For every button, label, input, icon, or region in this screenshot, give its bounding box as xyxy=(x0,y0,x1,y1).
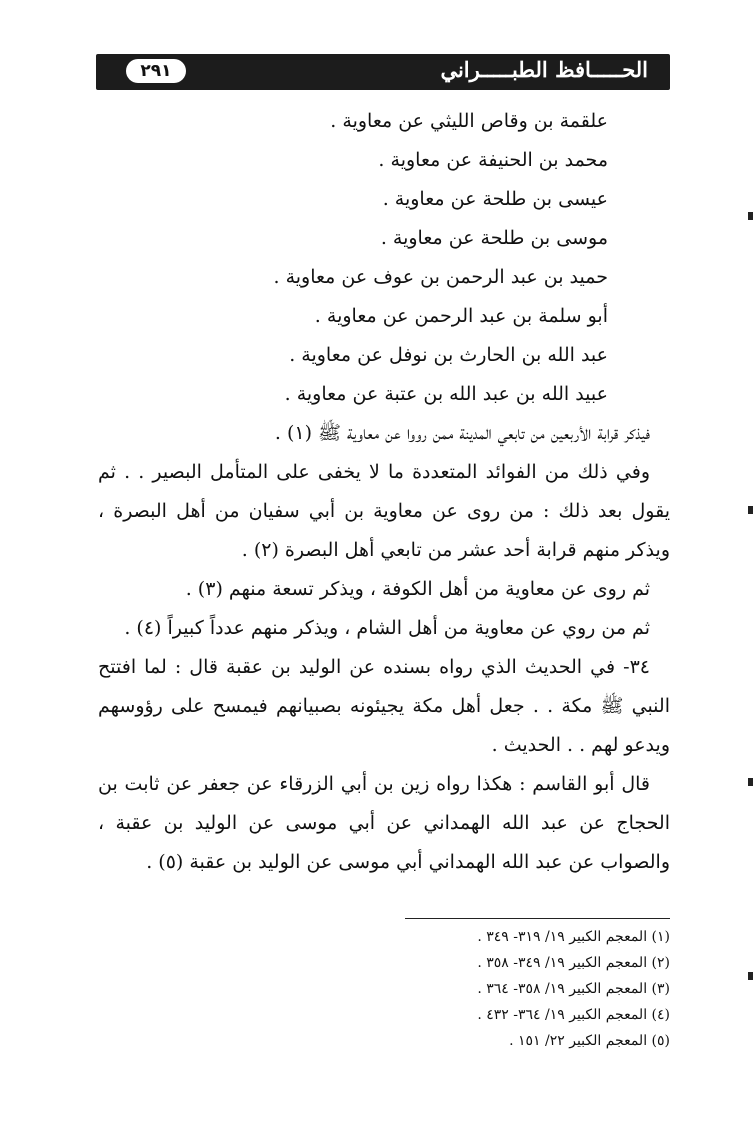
page-number: ٢٩١ xyxy=(126,59,186,83)
page-header xyxy=(96,54,670,90)
text-line: محمد بن الحنيفة عن معاوية . xyxy=(378,149,608,171)
text-line: علقمة بن وقاص الليثي عن معاوية . xyxy=(330,110,608,132)
footnote: (١) المعجم الكبير ١٩/ ٣١٩- ٣٤٩ . xyxy=(477,929,670,945)
text-line: موسى بن طلحة عن معاوية . xyxy=(380,227,608,249)
paragraph: ٣٤- في الحديث الذي رواه بسنده عن الوليد بن عقبة قال : لما افتتح النبي ﷺ مكة . . جعل أهل مكة يجيئونه بصبيانهم فيمسح على رؤوسهم ويدعو لهم . . الحديث . xyxy=(98,656,670,756)
footnote: (٢) المعجم الكبير ١٩/ ٣٤٩- ٣٥٨ . xyxy=(477,955,670,971)
text-line: عبيد الله بن عبد الله بن عتبة عن معاوية . xyxy=(284,383,608,405)
footnote: (٤) المعجم الكبير ١٩/ ٣٦٤- ٤٣٢ . xyxy=(477,1007,670,1023)
footnote-divider xyxy=(405,918,670,919)
scan-edge-mark xyxy=(748,972,753,980)
paragraph: وفي ذلك من الفوائد المتعددة ما لا يخفى على المتأمل البصير . . ثم يقول بعد ذلك : من روى عن معاوية بن أبي سفيان من أهل البصرة ، ويذكر منهم قرابة أحد عشر من تابعي أهل البصرة (٢) . xyxy=(98,461,670,561)
footnote: (٥) المعجم الكبير ٢٢/ ١٥١ . xyxy=(509,1033,670,1049)
paragraph: ثم روى عن معاوية من أهل الكوفة ، ويذكر تسعة منهم (٣) . xyxy=(185,578,650,600)
footnote: (٣) المعجم الكبير ١٩/ ٣٥٨- ٣٦٤ . xyxy=(477,981,670,997)
main-text xyxy=(98,102,670,882)
text-line: عيسى بن طلحة عن معاوية . xyxy=(382,188,608,210)
footnotes xyxy=(440,924,670,1054)
text-line: فيذكر قرابة الأربعين من تابعي المدينة ممن رووا عن معاوية ﷺ (١) . xyxy=(274,422,650,444)
scan-edge-mark xyxy=(748,506,753,514)
text-line: عبد الله بن الحارث بن نوفل عن معاوية . xyxy=(289,344,608,366)
scan-edge-mark xyxy=(748,778,753,786)
running-title: الحـــــافظ الطبـــــراني xyxy=(440,57,648,82)
text-line: حميد بن عبد الرحمن بن عوف عن معاوية . xyxy=(273,266,608,288)
text-line: أبو سلمة بن عبد الرحمن عن معاوية . xyxy=(314,305,608,327)
scan-edge-mark xyxy=(748,212,753,220)
paragraph: قال أبو القاسم : هكذا رواه زين بن أبي الزرقاء عن جعفر عن ثابت بن الحجاج عن عبد الله الهمداني عن أبي موسى عن الوليد بن عقبة ، والصواب عن عبد الله الهمداني أبي موسى عن الوليد بن عقبة (٥) . xyxy=(98,773,670,873)
paragraph: ثم من روي عن معاوية من أهل الشام ، ويذكر منهم عدداً كبيراً (٤) . xyxy=(124,617,650,639)
